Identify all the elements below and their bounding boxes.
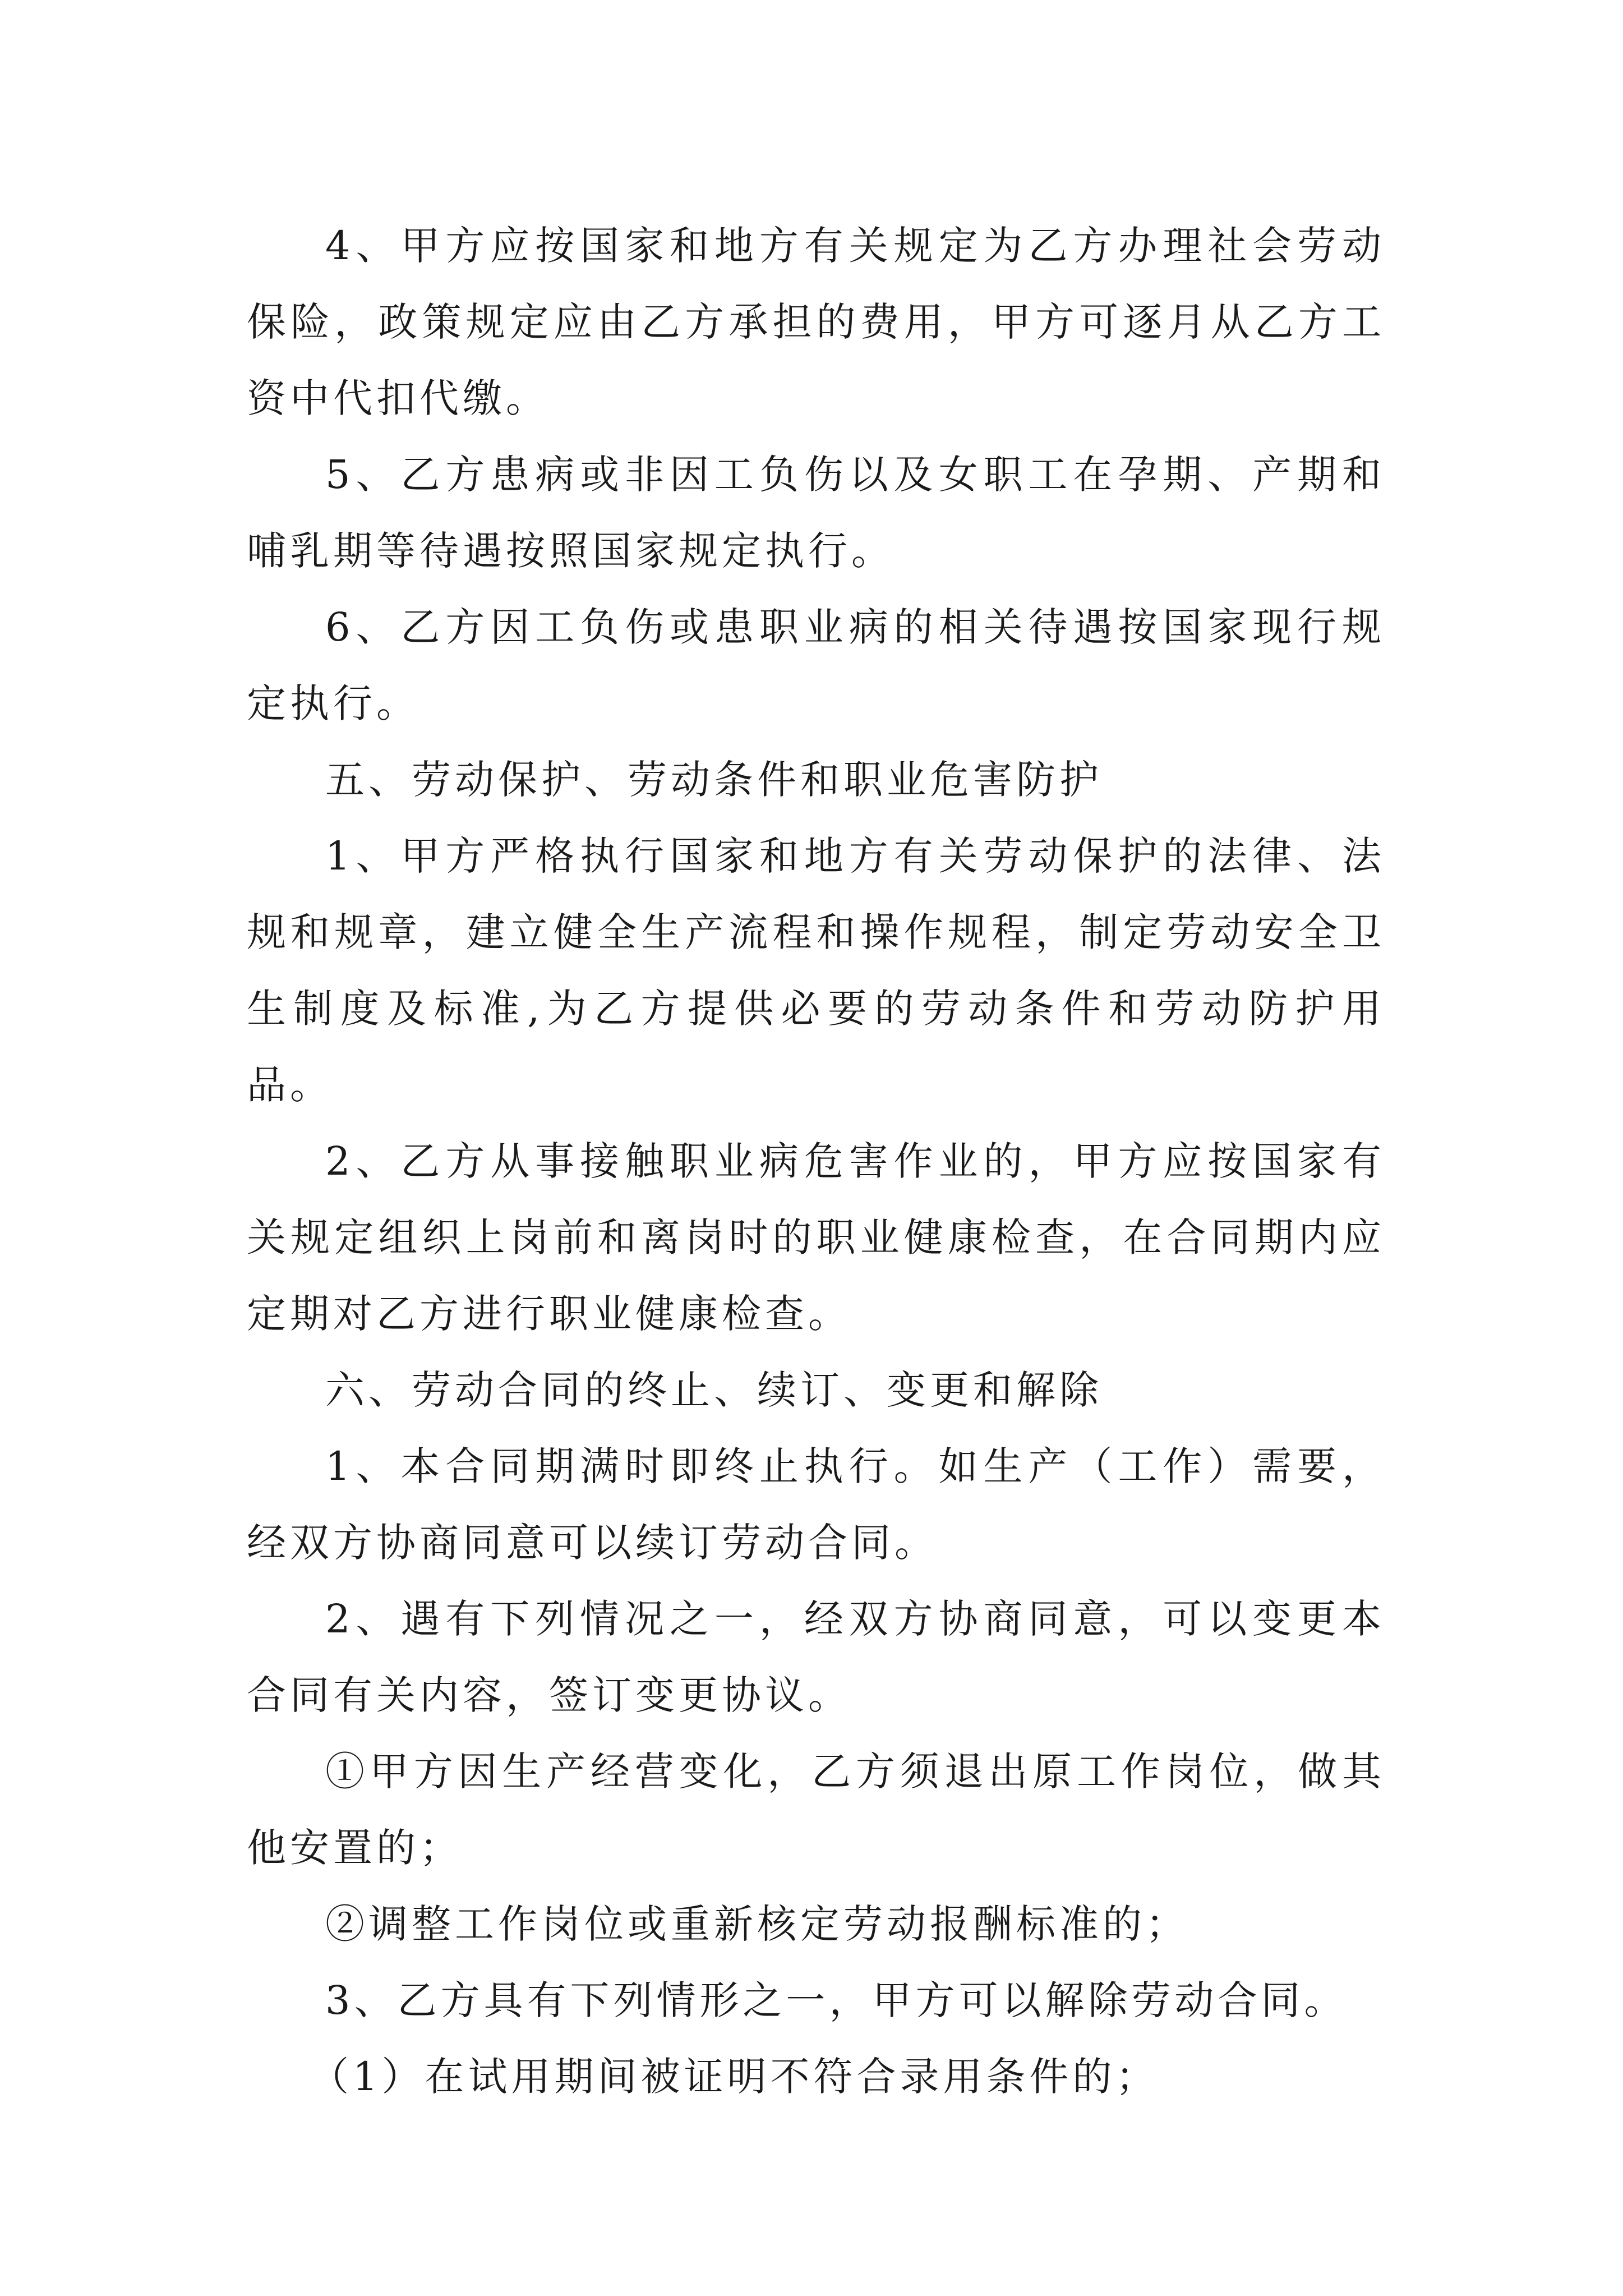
document-body [247, 208, 1385, 2115]
list-item-change-reason-2: ②调整工作岗位或重新核定劳动报酬标准的； [325, 1901, 1189, 1947]
paragraph-contract-change: 2、遇有下列情况之一，经双方协商同意，可以变更本合同有关内容，签订变更协议。 [247, 1596, 1385, 1718]
section-heading-contract-termination: 六、劳动合同的终止、续订、变更和解除 [325, 1367, 1103, 1413]
paragraph-social-insurance: 4、甲方应按国家和地方有关规定为乙方办理社会劳动保险，政策规定应由乙方承担的费用，甲方可逐月从乙方工资中代扣代缴。 [247, 223, 1385, 421]
paragraph-labor-protection-rules: 1、甲方严格执行国家和地方有关劳动保护的法律、法规和规章，建立健全生产流程和操作规程，制定劳动安全卫生制度及标准,为乙方提供必要的劳动条件和劳动防护用品。 [247, 833, 1385, 1108]
list-item-change-reason-1: ①甲方因生产经营变化，乙方须退出原工作岗位，做其他安置的； [247, 1749, 1385, 1871]
paragraph-occupational-health-check: 2、乙方从事接触职业病危害作业的，甲方应按国家有关规定组织上岗前和离岗时的职业健康检查，在合同期内应定期对乙方进行职业健康检查。 [247, 1138, 1385, 1337]
list-item-dissolution-reason-1: （1）在试用期间被证明不符合录用条件的； [310, 2054, 1159, 2100]
paragraph-contract-dissolution: 3、乙方具有下列情形之一，甲方可以解除劳动合同。 [325, 1977, 1348, 2023]
paragraph-sick-leave-maternity: 5、乙方患病或非因工负伤以及女职工在孕期、产期和哺乳期等待遇按照国家规定执行。 [247, 452, 1385, 574]
paragraph-contract-expiry: 1、本合同期满时即终止执行。如生产（工作）需要，经双方协商同意可以续订劳动合同。 [247, 1443, 1385, 1566]
section-heading-labor-protection: 五、劳动保护、劳动条件和职业危害防护 [325, 757, 1103, 803]
paragraph-work-injury: 6、乙方因工负伤或患职业病的相关待遇按国家现行规定执行。 [247, 604, 1385, 726]
